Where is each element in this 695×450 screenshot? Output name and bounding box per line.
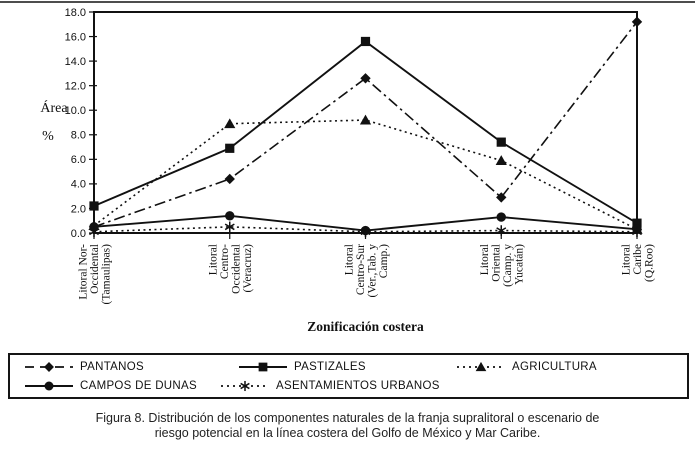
- legend-item-agricultura: [456, 359, 597, 374]
- marker-square: [89, 201, 98, 210]
- marker-triangle: [360, 115, 371, 125]
- y-axis-title: %: [42, 129, 54, 144]
- x-category-label: Occidental: [89, 244, 101, 294]
- x-category-label: (Veracruz): [242, 244, 254, 293]
- marker-diamond: [225, 174, 235, 184]
- y-tick-label: 6.0: [70, 154, 86, 167]
- x-category-label: Litoral: [343, 244, 356, 276]
- y-tick-label: 12.0: [64, 80, 86, 93]
- legend-sample-diamond: [24, 360, 74, 374]
- marker-circle: [45, 381, 54, 390]
- caption-line-2: riesgo potencial en la línea costera del Golfo de México y Mar Caribe.: [154, 426, 541, 440]
- y-tick-label: 0.0: [70, 227, 86, 240]
- marker-diamond: [44, 362, 54, 372]
- legend-sample-circle: [24, 379, 74, 393]
- x-category-label: (Q.Roo): [643, 244, 656, 283]
- x-category-label: Litoral: [207, 244, 220, 276]
- marker-asterisk: [241, 380, 250, 390]
- legend-item-campos-de-dunas: [24, 378, 197, 393]
- y-tick-label: 4.0: [70, 178, 86, 191]
- x-category-label: (Ver.,Tab. y: [366, 244, 379, 298]
- y-tick-label: 16.0: [64, 31, 86, 44]
- legend-label: PASTIZALES: [294, 360, 366, 373]
- marker-square: [497, 138, 506, 147]
- y-tick-label: 2.0: [70, 203, 86, 216]
- marker-triangle: [496, 155, 507, 165]
- y-axis-title: Área: [40, 101, 68, 116]
- series-line-pastizales: [94, 41, 637, 223]
- x-category-label: (Tamaulipas): [100, 244, 113, 305]
- legend-item-pantanos: [24, 359, 144, 374]
- legend-item-asentamientos-urbanos: [220, 378, 440, 393]
- x-axis-title: Zonificación costera: [307, 319, 424, 334]
- marker-square: [361, 37, 370, 46]
- y-tick-label: 8.0: [70, 129, 86, 142]
- marker-triangle: [476, 361, 487, 370]
- legend-item-pastizales: [238, 359, 366, 374]
- marker-asterisk: [497, 225, 506, 236]
- x-category-label: Camp.): [377, 244, 390, 279]
- legend-label: CAMPOS DE DUNAS: [80, 379, 197, 392]
- x-category-label: Occidental: [230, 244, 243, 294]
- x-category-label: Litoral: [620, 244, 633, 276]
- legend-sample-square: [238, 360, 288, 374]
- y-tick-label: 14.0: [64, 55, 86, 68]
- marker-square: [225, 144, 234, 153]
- y-tick-label: 10.0: [64, 105, 86, 118]
- x-category-label: Litoral: [479, 244, 491, 276]
- legend-label: AGRICULTURA: [512, 360, 597, 373]
- legend-sample-triangle: [456, 360, 506, 374]
- legend-sample-asterisk: [220, 379, 270, 393]
- x-category-label: Yucatán): [513, 244, 526, 285]
- marker-triangle: [224, 118, 235, 128]
- y-tick-label: 18.0: [64, 6, 86, 19]
- chart-legend: [8, 353, 689, 399]
- marker-circle: [497, 212, 506, 221]
- caption-line-1: Figura 8. Distribución de los componentes naturales de la franja supralitoral o escenario de: [95, 411, 600, 425]
- x-category-label: Centro-Sur: [354, 244, 367, 296]
- x-category-label: Caribe: [632, 244, 644, 275]
- x-category-label: Oriental: [490, 244, 503, 282]
- legend-label: ASENTAMIENTOS URBANOS: [276, 379, 440, 392]
- marker-square: [259, 362, 268, 371]
- x-category-label: (Camp. y: [502, 244, 514, 287]
- marker-circle: [225, 211, 234, 220]
- legend-label: PANTANOS: [80, 360, 144, 373]
- figure-caption: [0, 411, 695, 441]
- x-category-label: Litoral Nor-: [77, 244, 90, 300]
- x-category-label: Centro-: [219, 244, 231, 280]
